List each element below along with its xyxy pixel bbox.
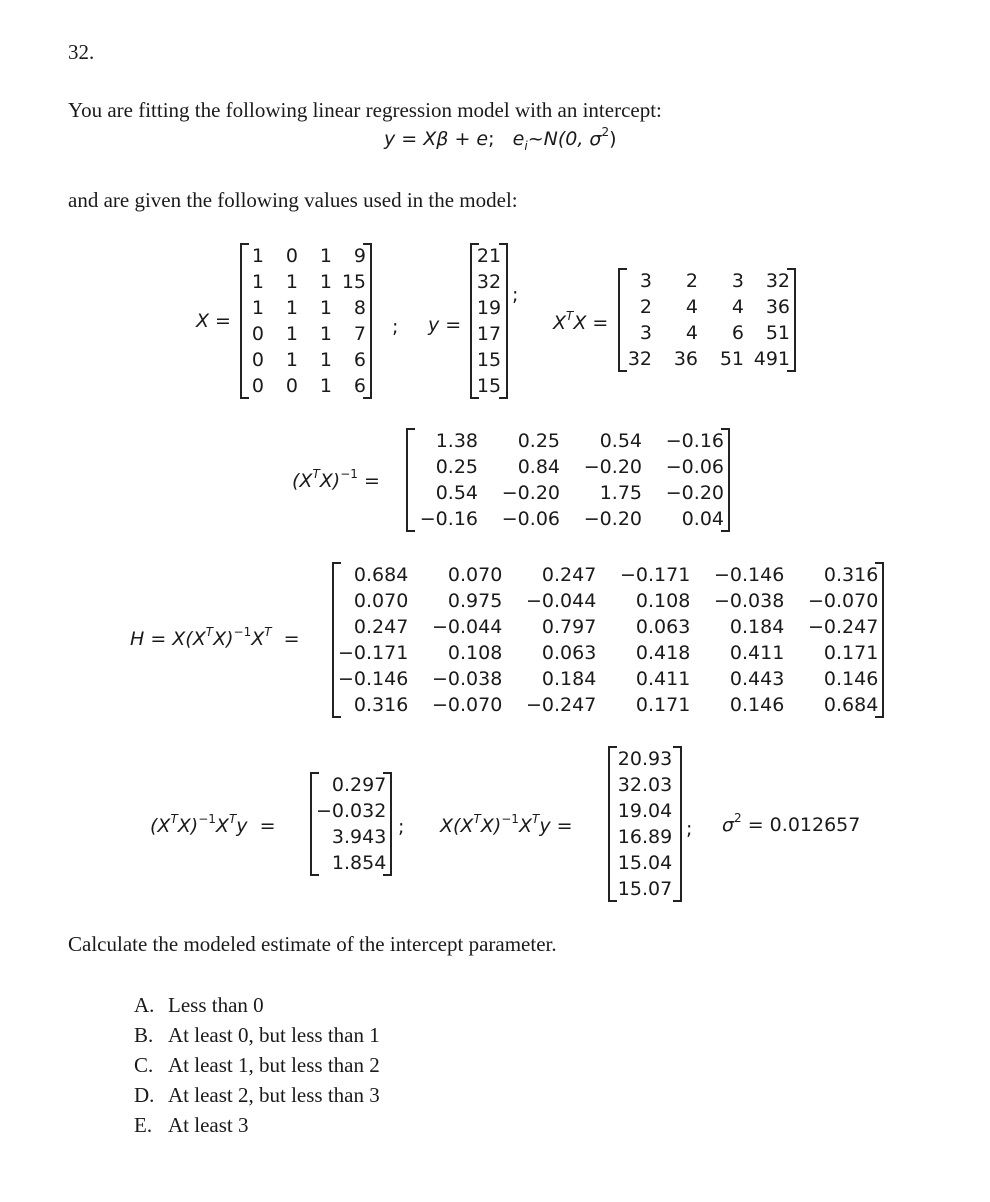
matrix-cell: 9 (353, 245, 366, 267)
matrix-cell: 0.070 (353, 590, 409, 612)
matrix-cell: 0.411 (635, 668, 691, 690)
matrix-cell: 32 (627, 348, 652, 370)
matrix-row (338, 562, 878, 588)
matrix-cell: 0.411 (729, 642, 785, 664)
model-err: e (512, 128, 525, 150)
matrix-cell: 15.07 (617, 878, 673, 900)
matrix-cell: 0.684 (353, 564, 409, 586)
matrix-x (240, 243, 372, 399)
x-semicolon: ; (392, 316, 399, 338)
matrix-xtx (618, 268, 796, 372)
choice-b[interactable]: B. At least 0, but less than 1 (134, 1023, 380, 1047)
matrix-cell: 19 (476, 297, 502, 319)
matrix-cell: 0 (285, 375, 298, 397)
inverse-label: $(X^TX)^{-1}$ = (292, 466, 380, 492)
matrix-cell: 1 (251, 271, 264, 293)
matrix-row (624, 320, 790, 346)
matrix-cell: 0.146 (729, 694, 785, 716)
matrix-cell: 0.108 (635, 590, 691, 612)
matrix-row (246, 269, 366, 295)
matrix-cell: 0.684 (823, 694, 879, 716)
matrix-cell: 491 (753, 348, 790, 370)
matrix-cell: 0.443 (729, 668, 785, 690)
matrix-cell: 0.063 (541, 642, 597, 664)
matrix-cell: 19.04 (617, 800, 673, 822)
matrix-cell: 0.84 (517, 456, 560, 478)
matrix-cell: 32 (476, 271, 502, 293)
choice-c[interactable]: C. At least 1, but less than 2 (134, 1053, 380, 1077)
beta-hat-label: $(X^TX)^{-1}X^Ty$ = (150, 811, 276, 837)
matrix-cell: −0.146 (714, 564, 785, 586)
matrix-row (246, 347, 366, 373)
hat-matrix-label: $H = X(X^TX)^{-1}X^T$ = (130, 624, 300, 650)
matrix-cell: 7 (353, 323, 366, 345)
matrix-cell: 0.54 (599, 430, 642, 452)
model-eq: = (395, 128, 424, 150)
matrix-cell: 4 (685, 296, 698, 318)
matrix-cell: −0.038 (714, 590, 785, 612)
matrix-cell: 20.93 (617, 748, 673, 770)
matrix-cell: 0.25 (517, 430, 560, 452)
matrix-cell: 1 (285, 271, 298, 293)
matrix-cell: 0.171 (823, 642, 879, 664)
matrix-row (624, 346, 790, 372)
matrix-cell: 1 (319, 271, 332, 293)
matrix-row (624, 294, 790, 320)
matrix-cell: 0.418 (635, 642, 691, 664)
matrix-cell: 0.25 (435, 456, 478, 478)
matrix-cell: 8 (353, 297, 366, 319)
matrix-cell: 3 (639, 322, 652, 344)
matrix-row (614, 746, 676, 772)
sigma-squared: $\sigma^2 = 0.012657$ (722, 810, 861, 836)
matrix-row (614, 824, 676, 850)
matrix-cell: −0.171 (338, 642, 409, 664)
question-text: Calculate the modeled estimate of the intercept parameter. (68, 932, 557, 956)
intro-text: You are fitting the following linear regression model with an intercept: (68, 98, 662, 122)
matrix-cell: 3.943 (331, 826, 387, 848)
matrix-row (246, 321, 366, 347)
matrix-cell: 0 (285, 245, 298, 267)
matrix-row (624, 268, 790, 294)
fitted-label: $X(X^TX)^{-1}X^Ty$ = (440, 811, 573, 837)
matrix-cell: 0.184 (729, 616, 785, 638)
matrix-row (614, 876, 676, 902)
matrix-cell: 3 (639, 270, 652, 292)
model-close: ) (609, 128, 617, 150)
choice-d[interactable]: D. At least 2, but less than 3 (134, 1083, 380, 1107)
fitted-semicolon: ; (686, 818, 693, 840)
matrix-cell: −0.247 (526, 694, 597, 716)
matrix-cell: 0 (251, 323, 264, 345)
matrix-cell: 15 (476, 375, 502, 397)
matrix-cell: 1.854 (331, 852, 387, 874)
matrix-cell: −0.20 (501, 482, 560, 504)
matrix-cell: −0.032 (316, 800, 387, 822)
matrix-cell: 32.03 (617, 774, 673, 796)
xtx-label: $X^TX$ = (553, 308, 609, 334)
matrix-cell: 1 (319, 349, 332, 371)
matrix-row (476, 295, 502, 321)
matrix-row (316, 850, 386, 876)
matrix-row (412, 428, 724, 454)
matrix-cell: 17 (476, 323, 502, 345)
matrix-cell: −0.044 (432, 616, 503, 638)
matrix-cell: −0.070 (432, 694, 503, 716)
matrix-cell: −0.070 (808, 590, 879, 612)
model-sep: ; (488, 128, 513, 150)
matrix-cell: 1 (285, 349, 298, 371)
matrix-row (412, 454, 724, 480)
matrix-cell: −0.20 (665, 482, 724, 504)
matrix-row (476, 269, 502, 295)
matrix-cell: −0.247 (808, 616, 879, 638)
model-term1: Xβ (423, 128, 449, 150)
matrix-cell: 0.247 (541, 564, 597, 586)
matrix-cell: −0.044 (526, 590, 597, 612)
matrix-cell: 0.063 (635, 616, 691, 638)
matrix-cell: 0.108 (447, 642, 503, 664)
matrix-row (316, 798, 386, 824)
matrix-cell: 1 (285, 297, 298, 319)
matrix-row (476, 373, 502, 399)
matrix-row (316, 772, 386, 798)
matrix-cell: 0.316 (353, 694, 409, 716)
matrix-row (614, 772, 676, 798)
matrix-cell: 15 (476, 349, 502, 371)
matrix-cell: −0.038 (432, 668, 503, 690)
matrix-cell: 0 (251, 375, 264, 397)
matrix-cell: 1 (285, 323, 298, 345)
matrix-cell: 1 (251, 245, 264, 267)
matrix-cell: −0.20 (583, 456, 642, 478)
model-sq: 2 (601, 124, 610, 139)
matrix-row (338, 692, 878, 718)
matrix-cell: 0.070 (447, 564, 503, 586)
question-number: 32. (68, 40, 95, 64)
x-label: X = (196, 310, 231, 332)
model-dist: ~N(0, σ (527, 128, 602, 150)
matrix-cell: 32 (765, 270, 790, 292)
matrix-cell: 0.297 (331, 774, 387, 796)
matrix-cell: 21 (476, 245, 502, 267)
matrix-cell: −0.171 (620, 564, 691, 586)
matrix-row (246, 373, 366, 399)
matrix-cell: 0.316 (823, 564, 879, 586)
matrix-cell: 0.146 (823, 668, 879, 690)
matrix-cell: 51 (719, 348, 744, 370)
matrix-cell: −0.146 (338, 668, 409, 690)
matrix-cell: 1 (319, 375, 332, 397)
matrix-row (476, 321, 502, 347)
matrix-cell: 1 (319, 323, 332, 345)
matrix-cell: 0.975 (447, 590, 503, 612)
given-text: and are given the following values used in the model: (68, 188, 518, 212)
matrix-cell: 1.75 (599, 482, 642, 504)
matrix-cell: 0.247 (353, 616, 409, 638)
vector-y (470, 243, 508, 399)
matrix-cell: 1.38 (435, 430, 478, 452)
matrix-cell: 15 (341, 271, 366, 293)
matrix-row (476, 243, 502, 269)
matrix-cell: 1 (319, 297, 332, 319)
choice-e[interactable]: E. At least 3 (134, 1113, 249, 1137)
matrix-cell: 3 (731, 270, 744, 292)
answer-choices (134, 990, 380, 1140)
beta-semicolon: ; (398, 816, 405, 838)
matrix-row (614, 850, 676, 876)
vector-beta-hat (310, 772, 392, 876)
matrix-cell: 6 (353, 375, 366, 397)
matrix-cell: −0.16 (419, 508, 478, 530)
model-plus: + (448, 128, 477, 150)
matrix-cell: 0.797 (541, 616, 597, 638)
matrix-cell: 36 (673, 348, 698, 370)
matrix-row (338, 614, 878, 640)
matrix-row (338, 588, 878, 614)
matrix-row (412, 506, 724, 532)
y-label: y = (428, 314, 462, 336)
model-err-sub: i (524, 138, 528, 153)
matrix-cell: 6 (731, 322, 744, 344)
matrix-cell: −0.06 (665, 456, 724, 478)
matrix-cell: −0.20 (583, 508, 642, 530)
matrix-cell: 16.89 (617, 826, 673, 848)
model-equation (384, 124, 617, 153)
matrix-cell: −0.06 (501, 508, 560, 530)
matrix-row (476, 347, 502, 373)
matrix-row (316, 824, 386, 850)
matrix-cell: 2 (685, 270, 698, 292)
matrix-row (246, 243, 366, 269)
matrix-cell: 0.171 (635, 694, 691, 716)
matrix-cell: 1 (319, 245, 332, 267)
choice-a[interactable]: A. Less than 0 (134, 993, 264, 1017)
matrix-cell: 51 (765, 322, 790, 344)
matrix-cell: 4 (685, 322, 698, 344)
matrix-row (338, 640, 878, 666)
matrix-row (614, 798, 676, 824)
matrix-cell: 0 (251, 349, 264, 371)
matrix-row (246, 295, 366, 321)
matrix-cell: 1 (251, 297, 264, 319)
matrix-cell: 2 (639, 296, 652, 318)
model-term2: e (476, 128, 489, 150)
matrix-cell: 0.184 (541, 668, 597, 690)
matrix-row (412, 480, 724, 506)
matrix-cell: 4 (731, 296, 744, 318)
matrix-h (332, 562, 884, 718)
matrix-row (338, 666, 878, 692)
matrix-cell: −0.16 (665, 430, 724, 452)
matrix-cell: 6 (353, 349, 366, 371)
vector-fitted (608, 746, 682, 902)
matrix-cell: 0.04 (681, 508, 724, 530)
model-lhs: y (384, 128, 396, 150)
y-semicolon: ; (512, 284, 519, 306)
matrix-cell: 15.04 (617, 852, 673, 874)
matrix-cell: 36 (765, 296, 790, 318)
matrix-cell: 0.54 (435, 482, 478, 504)
matrix-xtx-inverse (406, 428, 730, 532)
